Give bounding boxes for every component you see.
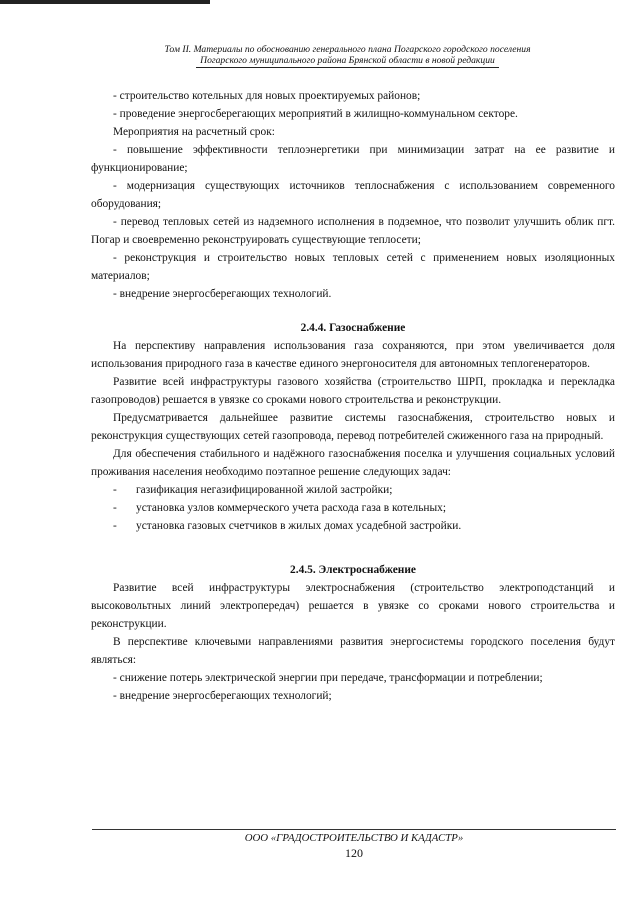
paragraph: - внедрение энергосберегающих технологий. (113, 288, 332, 300)
list-marker: - (113, 484, 117, 496)
paragraph: Предусматривается дальнейшее развитие системы газоснабжения, строительство новых и реконструкция существующих сетей газопровода, перевод потребителей сжиженного газа на природный. (91, 412, 615, 442)
paragraph: На перспективу направления использования газа сохраняются, при этом увеличивается доля использования природного газа в качестве единого энергоносителя для автономных теплогенераторов. (91, 340, 615, 370)
paragraph: - модернизация существующих источников теплоснабжения с использованием современного оборудования; (91, 180, 615, 210)
paragraph: Мероприятия на расчетный срок: (113, 126, 275, 138)
list-item-text: установка узлов коммерческого учета расхода газа в котельных; (136, 502, 447, 514)
list-item (91, 517, 615, 535)
footer-rule (92, 829, 616, 830)
paragraph: - повышение эффективности теплоэнергетики при минимизации затрат на ее развитие и функционирование; (91, 144, 615, 174)
paragraph: - строительство котельных для новых проектируемых районов; (113, 90, 421, 102)
paragraph: - проведение энергосберегающих мероприятий в жилищно-коммунальном секторе. (113, 108, 518, 120)
section-heading-power: 2.4.5. Электроснабжение (290, 564, 416, 576)
list-item-text: установка газовых счетчиков в жилых домах усадебной застройки. (136, 520, 462, 532)
list-marker: - (113, 520, 117, 532)
paragraph: - снижение потерь электрической энергии при передаче, трансформации и потреблении; (113, 672, 543, 684)
page-content (91, 87, 615, 705)
page-number: 120 (345, 846, 363, 860)
paragraph: - перевод тепловых сетей из надземного исполнения в подземное, что позволит улучшить облик пгт. Погар и своевременно реконструировать существующие теплосети; (91, 216, 615, 246)
paragraph: Развитие всей инфраструктуры газового хозяйства (строительство ШРП, прокладка и перекладка газопроводов) решается в увязке со сроками нового строительства и реконструкции. (91, 376, 615, 406)
footer-organization: ООО «ГРАДОСТРОИТЕЛЬСТВО И КАДАСТР» (244, 832, 464, 844)
section-heading-gas: 2.4.4. Газоснабжение (300, 322, 406, 334)
paragraph: Для обеспечения стабильного и надёжного газоснабжения поселка и улучшения социальных условий проживания населения необходимо поэтапное решение следующих задач: (91, 448, 615, 478)
paragraph: Развитие всей инфраструктуры электроснабжения (строительство электроподстанций и высоковольтных линий электропередач) решается в увязке со сроками нового строительства и реконструкции. (91, 582, 615, 630)
list-item (91, 481, 615, 499)
list-marker: - (113, 502, 117, 514)
top-rule (0, 0, 210, 4)
header-line-2: Погарского муниципального района Брянской области в новой редакции (196, 55, 499, 68)
paragraph: - внедрение энергосберегающих технологий; (113, 690, 332, 702)
paragraph: - реконструкция и строительство новых тепловых сетей с применением новых изоляционных материалов; (91, 252, 615, 282)
running-header (80, 44, 615, 68)
paragraph: В перспективе ключевыми направлениями развития энергосистемы городского поселения будут являться: (91, 636, 615, 666)
header-line-1: Том II. Материалы по обоснованию генерального плана Погарского городского поселения (164, 44, 531, 55)
list-item (91, 499, 615, 517)
list-item-text: газификация негазифицированной жилой застройки; (136, 484, 393, 496)
